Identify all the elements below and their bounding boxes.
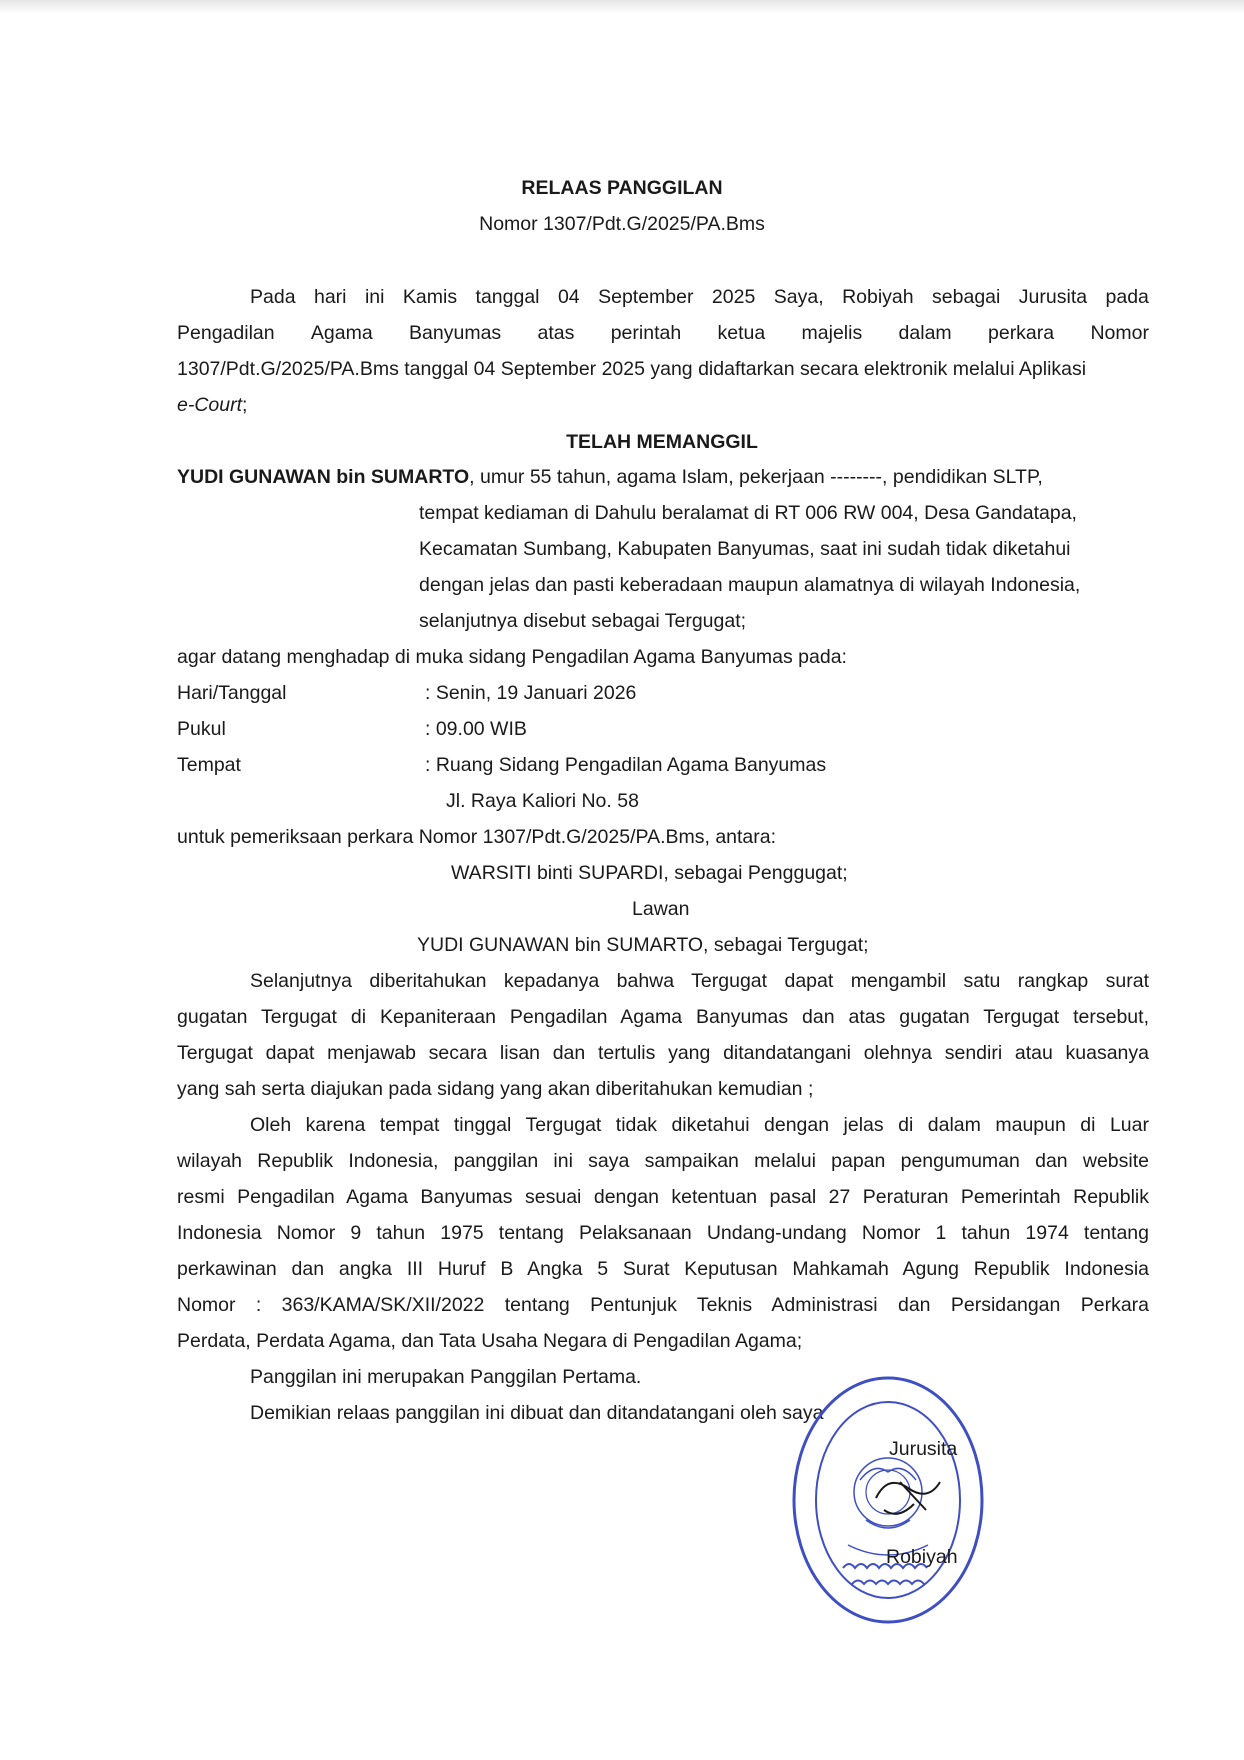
court-seal-stamp xyxy=(788,1370,988,1630)
time-value: : 09.00 WIB xyxy=(425,718,527,740)
intro-line-2-word: atas xyxy=(537,322,575,344)
para2-line-4: Indonesia Nomor 9 tahun 1975 tentang Pelaksanaan Undang-undang Nomor 1 tahun 1974 tentang xyxy=(177,1222,1149,1244)
party-line xyxy=(177,465,1043,489)
closing-line-2: Demikian relaas panggilan ini dibuat dan ditandatangani oleh saya xyxy=(250,1402,824,1424)
scan-edge xyxy=(0,0,1244,14)
intro-line-1-word: hari xyxy=(313,286,347,308)
summon-heading: TELAH MEMANGGIL xyxy=(566,431,758,453)
intro-line-4-end: ; xyxy=(242,394,248,416)
intro-line-1 xyxy=(250,285,1149,309)
place-address: Jl. Raya Kaliori No. 58 xyxy=(446,790,639,812)
address-line-3: dengan jelas dan pasti keberadaan maupun alamatnya di wilayah Indonesia, xyxy=(419,574,1081,596)
appear-line: agar datang menghadap di muka sidang Pengadilan Agama Banyumas pada: xyxy=(177,646,847,668)
intro-line-1-word: pada xyxy=(1105,286,1149,308)
defendant-line: YUDI GUNAWAN bin SUMARTO, sebagai Tergugat; xyxy=(417,934,869,956)
signature-role: Jurusita xyxy=(889,1438,958,1460)
plaintiff-line: WARSITI binti SUPARDI, sebagai Penggugat; xyxy=(451,862,848,884)
signature-name: Robiyah xyxy=(886,1546,958,1568)
para2-line-6: Nomor : 363/KAMA/SK/XII/2022 tentang Pentunjuk Teknis Administrasi dan Persidangan Perkara xyxy=(177,1294,1149,1316)
intro-line-1-word: tanggal xyxy=(475,286,540,308)
intro-line-1-word: Saya, xyxy=(773,286,824,308)
day-label: Hari/Tanggal xyxy=(177,682,287,704)
address-line-1: tempat kediaman di Dahulu beralamat di RT 006 RW 004, Desa Gandatapa, xyxy=(419,502,1077,524)
para2-line-7: Perdata, Perdata Agama, dan Tata Usaha Negara di Pengadilan Agama; xyxy=(177,1330,803,1352)
para2-line-5: perkawinan dan angka III Huruf B Angka 5 Surat Keputusan Mahkamah Agung Republik Indonesia xyxy=(177,1258,1149,1280)
intro-line-3: 1307/Pdt.G/2025/PA.Bms tanggal 04 September 2025 yang didaftarkan secara elektronik melalui Aplikasi xyxy=(177,358,1087,380)
intro-line-2-word: Agama xyxy=(310,322,373,344)
para1-line-1: Selanjutnya diberitahukan kepadanya bahwa Tergugat dapat mengambil satu rangkap surat xyxy=(250,970,1149,992)
intro-line-2-word: Pengadilan xyxy=(177,322,275,344)
intro-line-2-word: dalam xyxy=(898,322,952,344)
intro-line-1-word: Robiyah xyxy=(842,286,914,308)
intro-line-1-word: sebagai xyxy=(932,286,1001,308)
versus-line: Lawan xyxy=(632,898,690,920)
para2-line-2: wilayah Republik Indonesia, panggilan ini saya sampaikan melalui papan pengumuman dan website xyxy=(177,1150,1149,1172)
intro-line-2 xyxy=(177,321,1149,345)
closing-line-1: Panggilan ini merupakan Panggilan Pertama. xyxy=(250,1366,642,1388)
party-details: , umur 55 tahun, agama Islam, pekerjaan --------, pendidikan SLTP, xyxy=(469,466,1043,488)
intro-line-1-word: Jurusita xyxy=(1018,286,1088,308)
intro-line-1-word: 04 xyxy=(557,286,580,308)
address-line-2: Kecamatan Sumbang, Kabupaten Banyumas, saat ini sudah tidak diketahui xyxy=(419,538,1071,560)
time-label: Pukul xyxy=(177,718,226,740)
intro-line-1-word: September xyxy=(598,286,694,308)
para2-line-3: resmi Pengadilan Agama Banyumas sesuai dengan ketentuan pasal 27 Peraturan Pemerintah Republik xyxy=(177,1186,1149,1208)
intro-line-1-word: ini xyxy=(364,286,385,308)
para1-line-2: gugatan Tergugat di Kepaniteraan Pengadilan Agama Banyumas dan atas gugatan Tergugat tersebut, xyxy=(177,1006,1149,1028)
intro-line-2-word: perintah xyxy=(610,322,682,344)
intro-line-2-word: Nomor xyxy=(1090,322,1149,344)
document-number: Nomor 1307/Pdt.G/2025/PA.Bms xyxy=(479,213,765,235)
day-value: : Senin, 19 Januari 2026 xyxy=(425,682,637,704)
intro-line-2-word: majelis xyxy=(801,322,863,344)
intro-line-2-word: perkara xyxy=(988,322,1055,344)
address-line-4: selanjutnya disebut sebagai Tergugat; xyxy=(419,610,747,632)
intro-line-2-word: Banyumas xyxy=(409,322,502,344)
intro-line-1-word: 2025 xyxy=(711,286,756,308)
intro-line-4 xyxy=(177,393,247,417)
ecourt-text: e-Court xyxy=(177,394,243,416)
intro-line-2-word: ketua xyxy=(717,322,766,344)
para1-line-3: Tergugat dapat menjawab secara lisan dan tertulis yang ditandatangani olehnya sendiri atau kuasanya xyxy=(177,1042,1149,1064)
document-title: RELAAS PANGGILAN xyxy=(521,177,723,199)
para1-line-4: yang sah serta diajukan pada sidang yang akan diberitahukan kemudian ; xyxy=(177,1078,814,1100)
party-name: YUDI GUNAWAN bin SUMARTO xyxy=(177,466,470,488)
intro-line-1-word: Pada xyxy=(250,286,296,308)
place-label: Tempat xyxy=(177,754,241,776)
place-value: : Ruang Sidang Pengadilan Agama Banyumas xyxy=(425,754,827,776)
intro-line-1-word: Kamis xyxy=(402,286,458,308)
para2-line-1: Oleh karena tempat tinggal Tergugat tidak diketahui dengan jelas di dalam maupun di Luar xyxy=(250,1114,1149,1136)
case-line: untuk pemeriksaan perkara Nomor 1307/Pdt.G/2025/PA.Bms, antara: xyxy=(177,826,777,848)
